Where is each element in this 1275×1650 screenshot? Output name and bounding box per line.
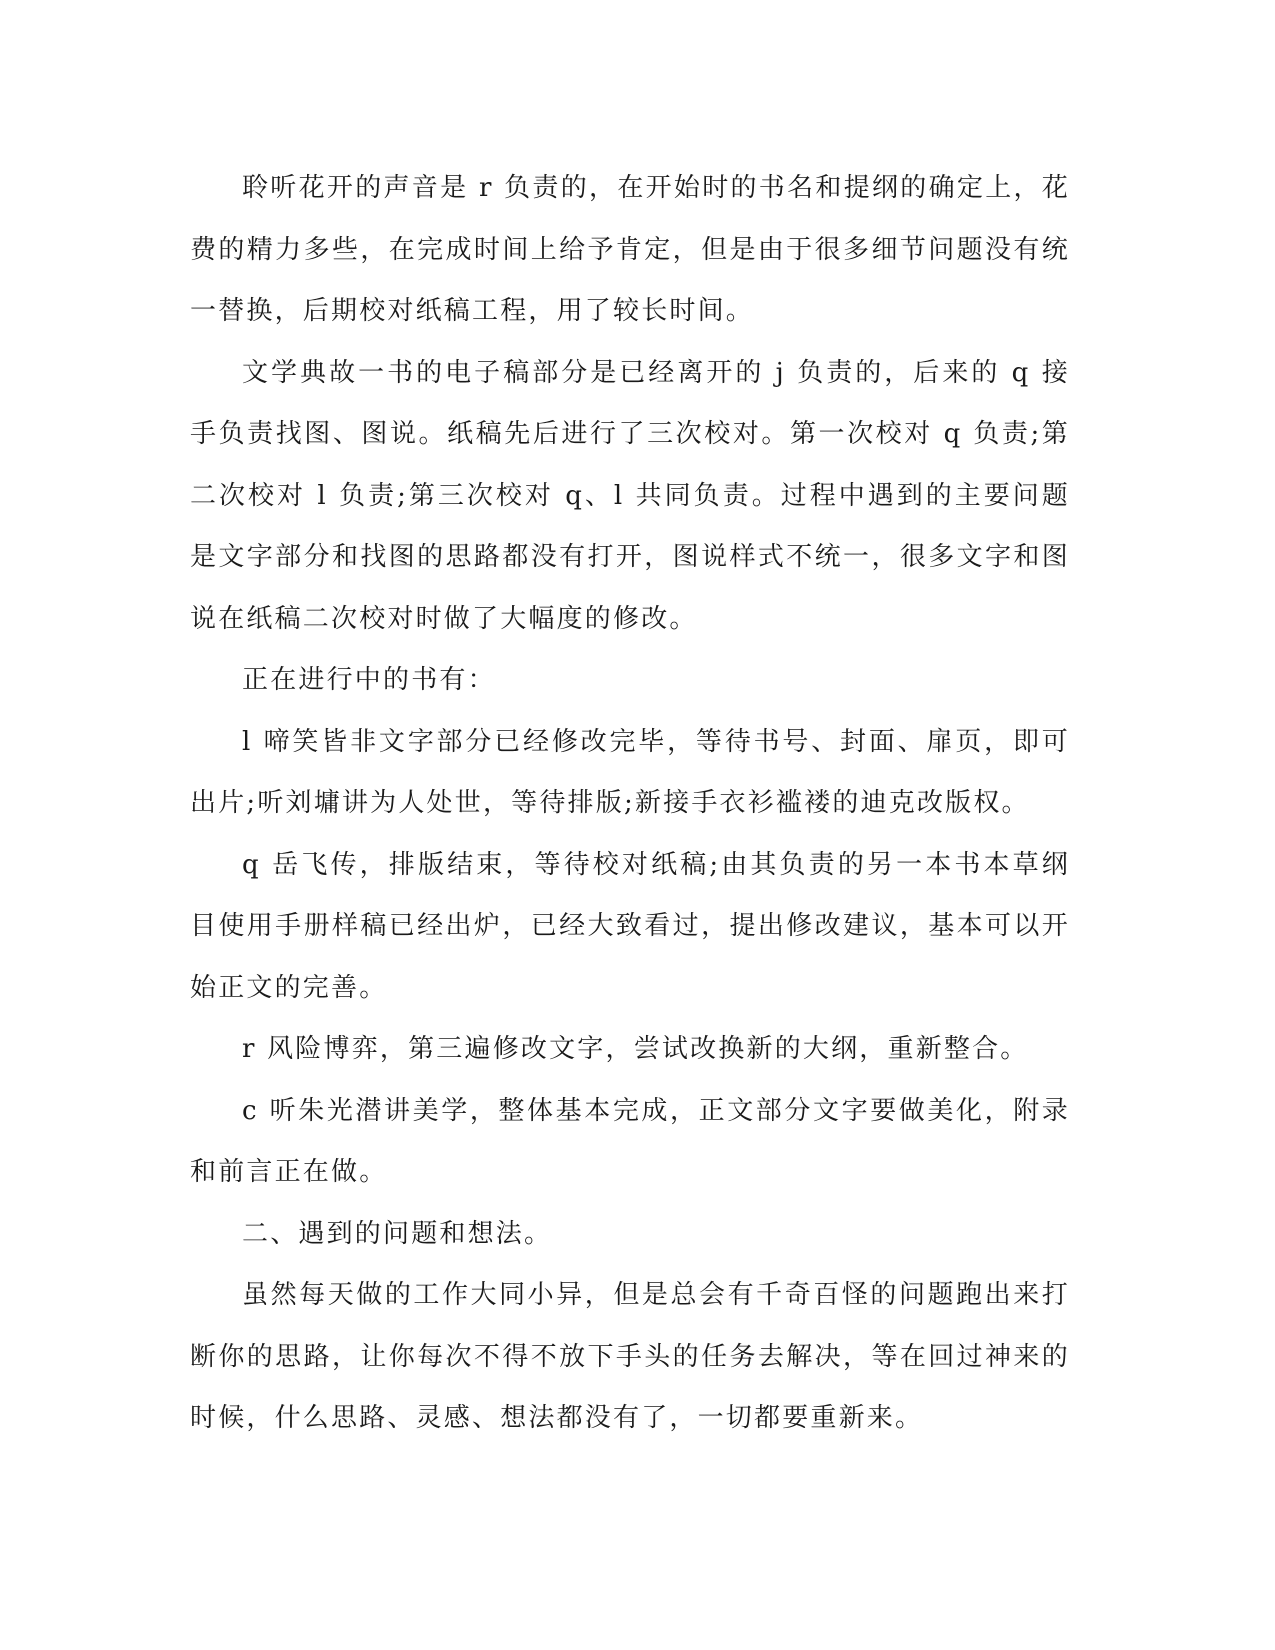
paragraph-progress-r: r 风险博弈，第三遍修改文字，尝试改换新的大纲，重新整合。 xyxy=(242,1034,1029,1064)
document-body xyxy=(190,158,1070,1450)
paragraph-book-flowers: 聆听花开的声音是 r 负责的，在开始时的书名和提纲的确定上，花费的精力多些，在完成时间上给予肯定，但是由于很多细节问题没有统一替换，后期校对纸稿工程，用了较长时间。 xyxy=(190,173,1070,326)
paragraph-book-literary-allusions: 文学典故一书的电子稿部分是已经离开的 j 负责的，后来的 q 接手负责找图、图说。纸稿先后进行了三次校对。第一次校对 q 负责;第二次校对 l 负责;第三次校对 q、l 共同负责。过程中遇到的主要问题是文字部分和找图的思路都没有打开，图说样式不统一，很多文字和图说在纸稿二次校对时做了大幅度的修改。 xyxy=(190,357,1070,634)
paragraph-progress-q: q 岳飞传，排版结束，等待校对纸稿;由其负责的另一本书本草纲目使用手册样稿已经出炉，已经大致看过，提出修改建议，基本可以开始正文的完善。 xyxy=(190,849,1070,1003)
section-heading-problems: 二、遇到的问题和想法。 xyxy=(242,1218,553,1249)
paragraph-progress-l: l 啼笑皆非文字部分已经修改完毕，等待书号、封面、扉页，即可出片;听刘墉讲为人处世，等待排版;新接手衣衫褴褛的迪克改版权。 xyxy=(190,726,1070,818)
paragraph-in-progress-heading: 正在进行中的书有： xyxy=(242,665,496,695)
paragraph-progress-c: c 听朱光潜讲美学，整体基本完成，正文部分文字要做美化，附录和前言正在做。 xyxy=(190,1095,1070,1187)
paragraph-problems: 虽然每天做的工作大同小异，但是总会有千奇百怪的问题跑出来打断你的思路，让你每次不得不放下手头的任务去解决，等在回过神来的时候，什么思路、灵感、想法都没有了，一切都要重新来。 xyxy=(190,1280,1070,1433)
